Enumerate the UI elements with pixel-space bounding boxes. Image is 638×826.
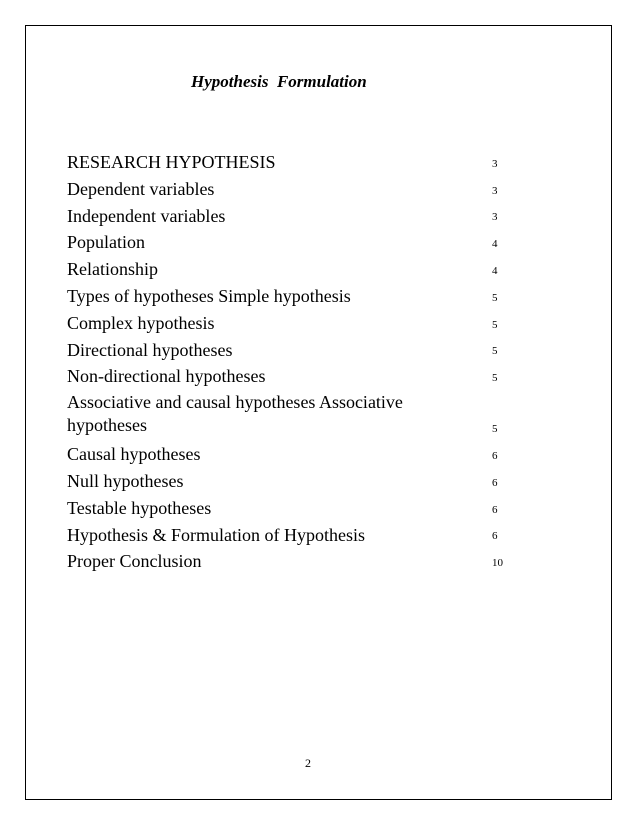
toc-entry-causal-hypotheses (67, 441, 507, 468)
toc-entry-population (67, 229, 507, 256)
toc-entry-page: 4 (492, 264, 498, 277)
toc-entry-label: Non-directional hypotheses (67, 366, 266, 387)
toc-entry-null-hypotheses (67, 468, 507, 495)
toc-entry-label: Testable hypotheses (67, 497, 212, 518)
toc-entry-independent-variables (67, 203, 507, 230)
toc-entry-label: RESEARCH HYPOTHESIS (67, 152, 276, 172)
toc-entry-label: Relationship (67, 259, 158, 280)
toc-entry-label: Directional hypotheses (67, 339, 233, 360)
table-of-contents (67, 149, 507, 575)
toc-entry-label: Proper Conclusion (67, 551, 202, 572)
toc-entry-label: Types of hypotheses Simple hypothesis (67, 285, 351, 306)
toc-entry-label: Associative and causal hypotheses Associative hypotheses (67, 392, 403, 436)
toc-entry-complex-hypothesis (67, 310, 507, 337)
toc-entry-types-of-hypotheses (67, 283, 507, 310)
toc-entry-page: 6 (492, 476, 498, 489)
toc-entry-page: 6 (492, 449, 498, 462)
toc-entry-hypothesis-and-formulation (67, 522, 507, 549)
toc-entry-directional-hypotheses (67, 337, 507, 364)
toc-entry-dependent-variables (67, 176, 507, 203)
toc-entry-label: Causal hypotheses (67, 444, 201, 465)
toc-entry-page: 3 (492, 211, 498, 224)
toc-entry-page: 5 (492, 372, 498, 385)
toc-entry-page: 6 (492, 530, 498, 543)
page-number: 2 (305, 756, 311, 770)
toc-entry-non-directional-hypotheses (67, 363, 507, 390)
toc-entry-label: Hypothesis & Formulation of Hypothesis (67, 524, 365, 545)
toc-entry-page: 5 (492, 345, 498, 358)
toc-entry-label: Independent variables (67, 205, 226, 226)
toc-entry-research-hypothesis (67, 149, 507, 176)
toc-entry-page: 6 (492, 503, 498, 516)
toc-entry-page: 5 (492, 423, 498, 436)
document-title: Hypothesis Formulation (191, 72, 367, 91)
toc-entry-label: Complex hypothesis (67, 312, 215, 333)
toc-entry-page: 4 (492, 238, 498, 251)
toc-entry-page: 5 (492, 318, 498, 331)
toc-entry-associative-and-causal-hypotheses (67, 390, 507, 441)
toc-entry-relationship (67, 256, 507, 283)
toc-entry-label: Population (67, 232, 146, 253)
toc-entry-page: 5 (492, 291, 498, 304)
toc-entry-label: Dependent variables (67, 178, 215, 199)
toc-entry-label: Null hypotheses (67, 470, 184, 491)
toc-entry-testable-hypotheses (67, 495, 507, 522)
toc-entry-page: 3 (492, 184, 498, 197)
toc-entry-page: 3 (492, 157, 498, 170)
toc-entry-proper-conclusion (67, 548, 507, 575)
toc-entry-page: 10 (492, 557, 503, 570)
